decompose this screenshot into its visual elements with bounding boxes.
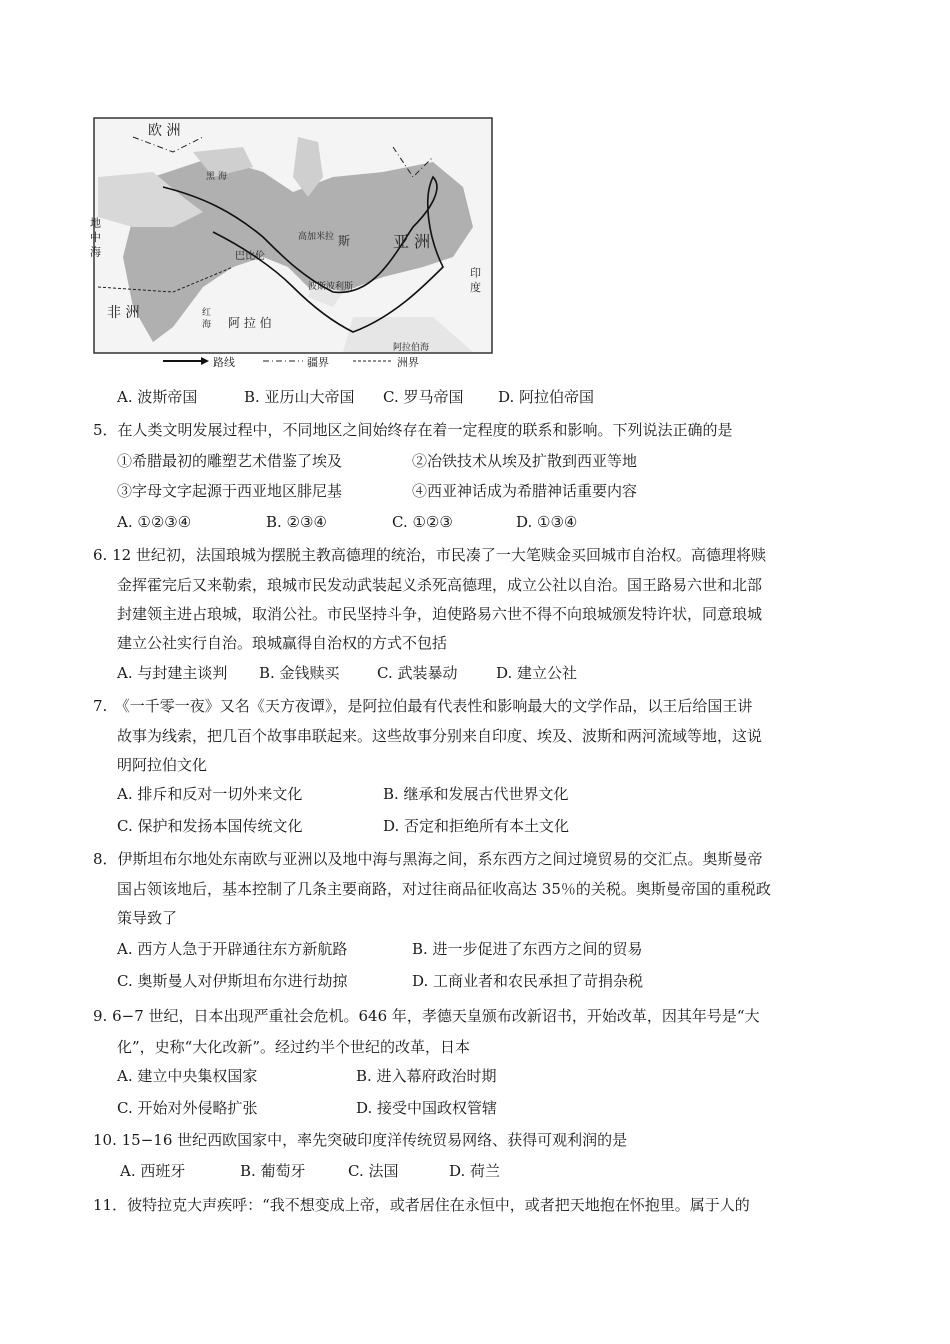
- q9-line-2: 化”，史称“大化改新”。经过约半个世纪的改革，日本: [117, 1038, 471, 1056]
- q6-line-3: 封建领主进占琅城，取消公社。市民坚持斗争，迫使路易六世不得不向琅城颁发特许状，同意琅城: [117, 605, 763, 623]
- q5-option-b[interactable]: B. ②③④: [266, 513, 327, 531]
- legend-route: 路线: [213, 356, 235, 369]
- q11-stem: 11．彼特拉克大声疾呼：“我不想变成上帝，或者居住在永恒中，或者把天地抱在怀抱里。属于人的: [93, 1196, 750, 1214]
- label-gaugamela: 高加米拉: [298, 232, 335, 242]
- q9-option-b[interactable]: B. 进入幕府政治时期: [356, 1067, 497, 1085]
- q10-option-d[interactable]: D. 荷兰: [449, 1162, 501, 1180]
- label-mediterranean: 地 中 海: [88, 217, 102, 257]
- q5-option-a[interactable]: A. ①②③④: [117, 513, 192, 531]
- q9-option-d[interactable]: D. 接受中国政权管辖: [356, 1099, 498, 1117]
- q5-item-3: ③字母文字起源于西亚地区腓尼基: [117, 482, 343, 500]
- q5-option-d[interactable]: D. ①③④: [516, 513, 578, 531]
- q4-option-a[interactable]: A. 波斯帝国: [117, 388, 198, 406]
- q5-item-4: ④西亚神话成为希腊神话重要内容: [412, 482, 638, 500]
- label-asia: 亚 洲: [393, 232, 431, 251]
- q8-option-a[interactable]: A. 西方人急于开辟通往东方新航路: [117, 940, 348, 958]
- q7-option-c[interactable]: C. 保护和发扬本国传统文化: [117, 817, 303, 835]
- label-europe: 欧 洲: [148, 123, 181, 139]
- q5-stem: 5．在人类文明发展过程中，不同地区之间始终存在着一定程度的联系和影响。下列说法正确的是: [93, 421, 733, 439]
- label-persia: 斯: [338, 234, 351, 248]
- q8-option-d[interactable]: D. 工商业者和农民承担了苛捐杂税: [412, 972, 644, 990]
- q4-option-d[interactable]: D. 阿拉伯帝国: [498, 388, 595, 406]
- q6-option-d[interactable]: D. 建立公社: [496, 664, 578, 682]
- label-babylon: 巴比伦: [235, 251, 265, 262]
- legend-border: 疆界: [307, 356, 329, 369]
- q8-option-b[interactable]: B. 进一步促进了东西方之间的贸易: [412, 940, 643, 958]
- q4-option-c[interactable]: C. 罗马帝国: [383, 388, 464, 406]
- label-india: 印 度: [468, 267, 482, 293]
- q10-option-c[interactable]: C. 法国: [348, 1162, 399, 1180]
- q7-line-3: 明阿拉伯文化: [117, 756, 208, 774]
- q6-line-4: 建立公社实行自治。琅城赢得自治权的方式不包括: [117, 634, 448, 652]
- q4-option-b[interactable]: B. 亚历山大帝国: [244, 388, 355, 406]
- q10-option-b[interactable]: B. 葡萄牙: [240, 1162, 306, 1180]
- q10-stem: 10. 15−16 世纪西欧国家中，率先突破印度洋传统贸易网络、获得可观利润的是: [93, 1131, 628, 1149]
- q7-line-1: 7. 《一千零一夜》又名《天方夜谭》，是阿拉伯最有代表性和影响最大的文学作品，以王后给国王讲: [93, 697, 753, 715]
- q7-line-2: 故事为线索，把几百个故事串联起来。这些故事分别来自印度、埃及、波斯和两河流域等地，这说: [117, 727, 763, 745]
- q10-option-a[interactable]: A. 西班牙: [120, 1162, 186, 1180]
- q6-option-a[interactable]: A. 与封建主谈判: [117, 664, 228, 682]
- label-arabian-sea: 阿拉伯海: [393, 343, 430, 353]
- q7-option-d[interactable]: D. 否定和拒绝所有本土文化: [383, 817, 570, 835]
- q9-option-c[interactable]: C. 开始对外侵略扩张: [117, 1099, 258, 1117]
- label-red-sea: 红 海: [200, 307, 210, 328]
- label-black-sea: 黑 海: [206, 172, 227, 182]
- q6-option-c[interactable]: C. 武装暴动: [377, 664, 458, 682]
- q6-option-b[interactable]: B. 金钱赎买: [259, 664, 340, 682]
- legend-route-arrow: [201, 357, 209, 365]
- q7-option-b[interactable]: B. 继承和发展古代世界文化: [383, 785, 569, 803]
- q6-line-2: 金挥霍完后又来勒索，琅城市民发动武装起义杀死高德理，成立公社以自治。国王路易六世和北部: [117, 576, 763, 594]
- label-persepolis: 波斯波利斯: [308, 282, 354, 292]
- alexander-empire-map: [88, 117, 493, 369]
- q5-item-2: ②冶铁技术从埃及扩散到西亚等地: [412, 452, 638, 470]
- q6-line-1: 6. 12 世纪初，法国琅城为摆脱主教高德理的统治，市民凑了一大笔赎金买回城市自治权。高德理将赎: [93, 546, 766, 564]
- q8-line-3: 策导致了: [117, 909, 178, 927]
- q9-line-1: 9. 6−7 世纪，日本出现严重社会危机。646 年，孝德天皇颁布改新诏书，开始改革，因其年号是“大: [93, 1007, 760, 1025]
- q5-item-1: ①希腊最初的雕塑艺术借鉴了埃及: [117, 452, 343, 470]
- label-arabia: 阿 拉 伯: [228, 316, 272, 330]
- q8-option-c[interactable]: C. 奥斯曼人对伊斯坦布尔进行劫掠: [117, 972, 348, 990]
- q5-option-c[interactable]: C. ①②③: [392, 513, 453, 531]
- q8-line-2: 国占领该地后，基本控制了几条主要商路，对过往商品征收高达 35％的关税。奥斯曼帝国的重税政: [117, 880, 771, 898]
- q7-option-a[interactable]: A. 排斥和反对一切外来文化: [117, 785, 303, 803]
- q9-option-a[interactable]: A. 建立中央集权国家: [117, 1067, 258, 1085]
- label-africa: 非 洲: [107, 305, 140, 321]
- legend-continent: 洲界: [397, 356, 419, 369]
- q8-line-1: 8．伊斯坦布尔地处东南欧与亚洲以及地中海与黑海之间，系东西方之间过境贸易的交汇点。奥斯曼帝: [93, 850, 763, 868]
